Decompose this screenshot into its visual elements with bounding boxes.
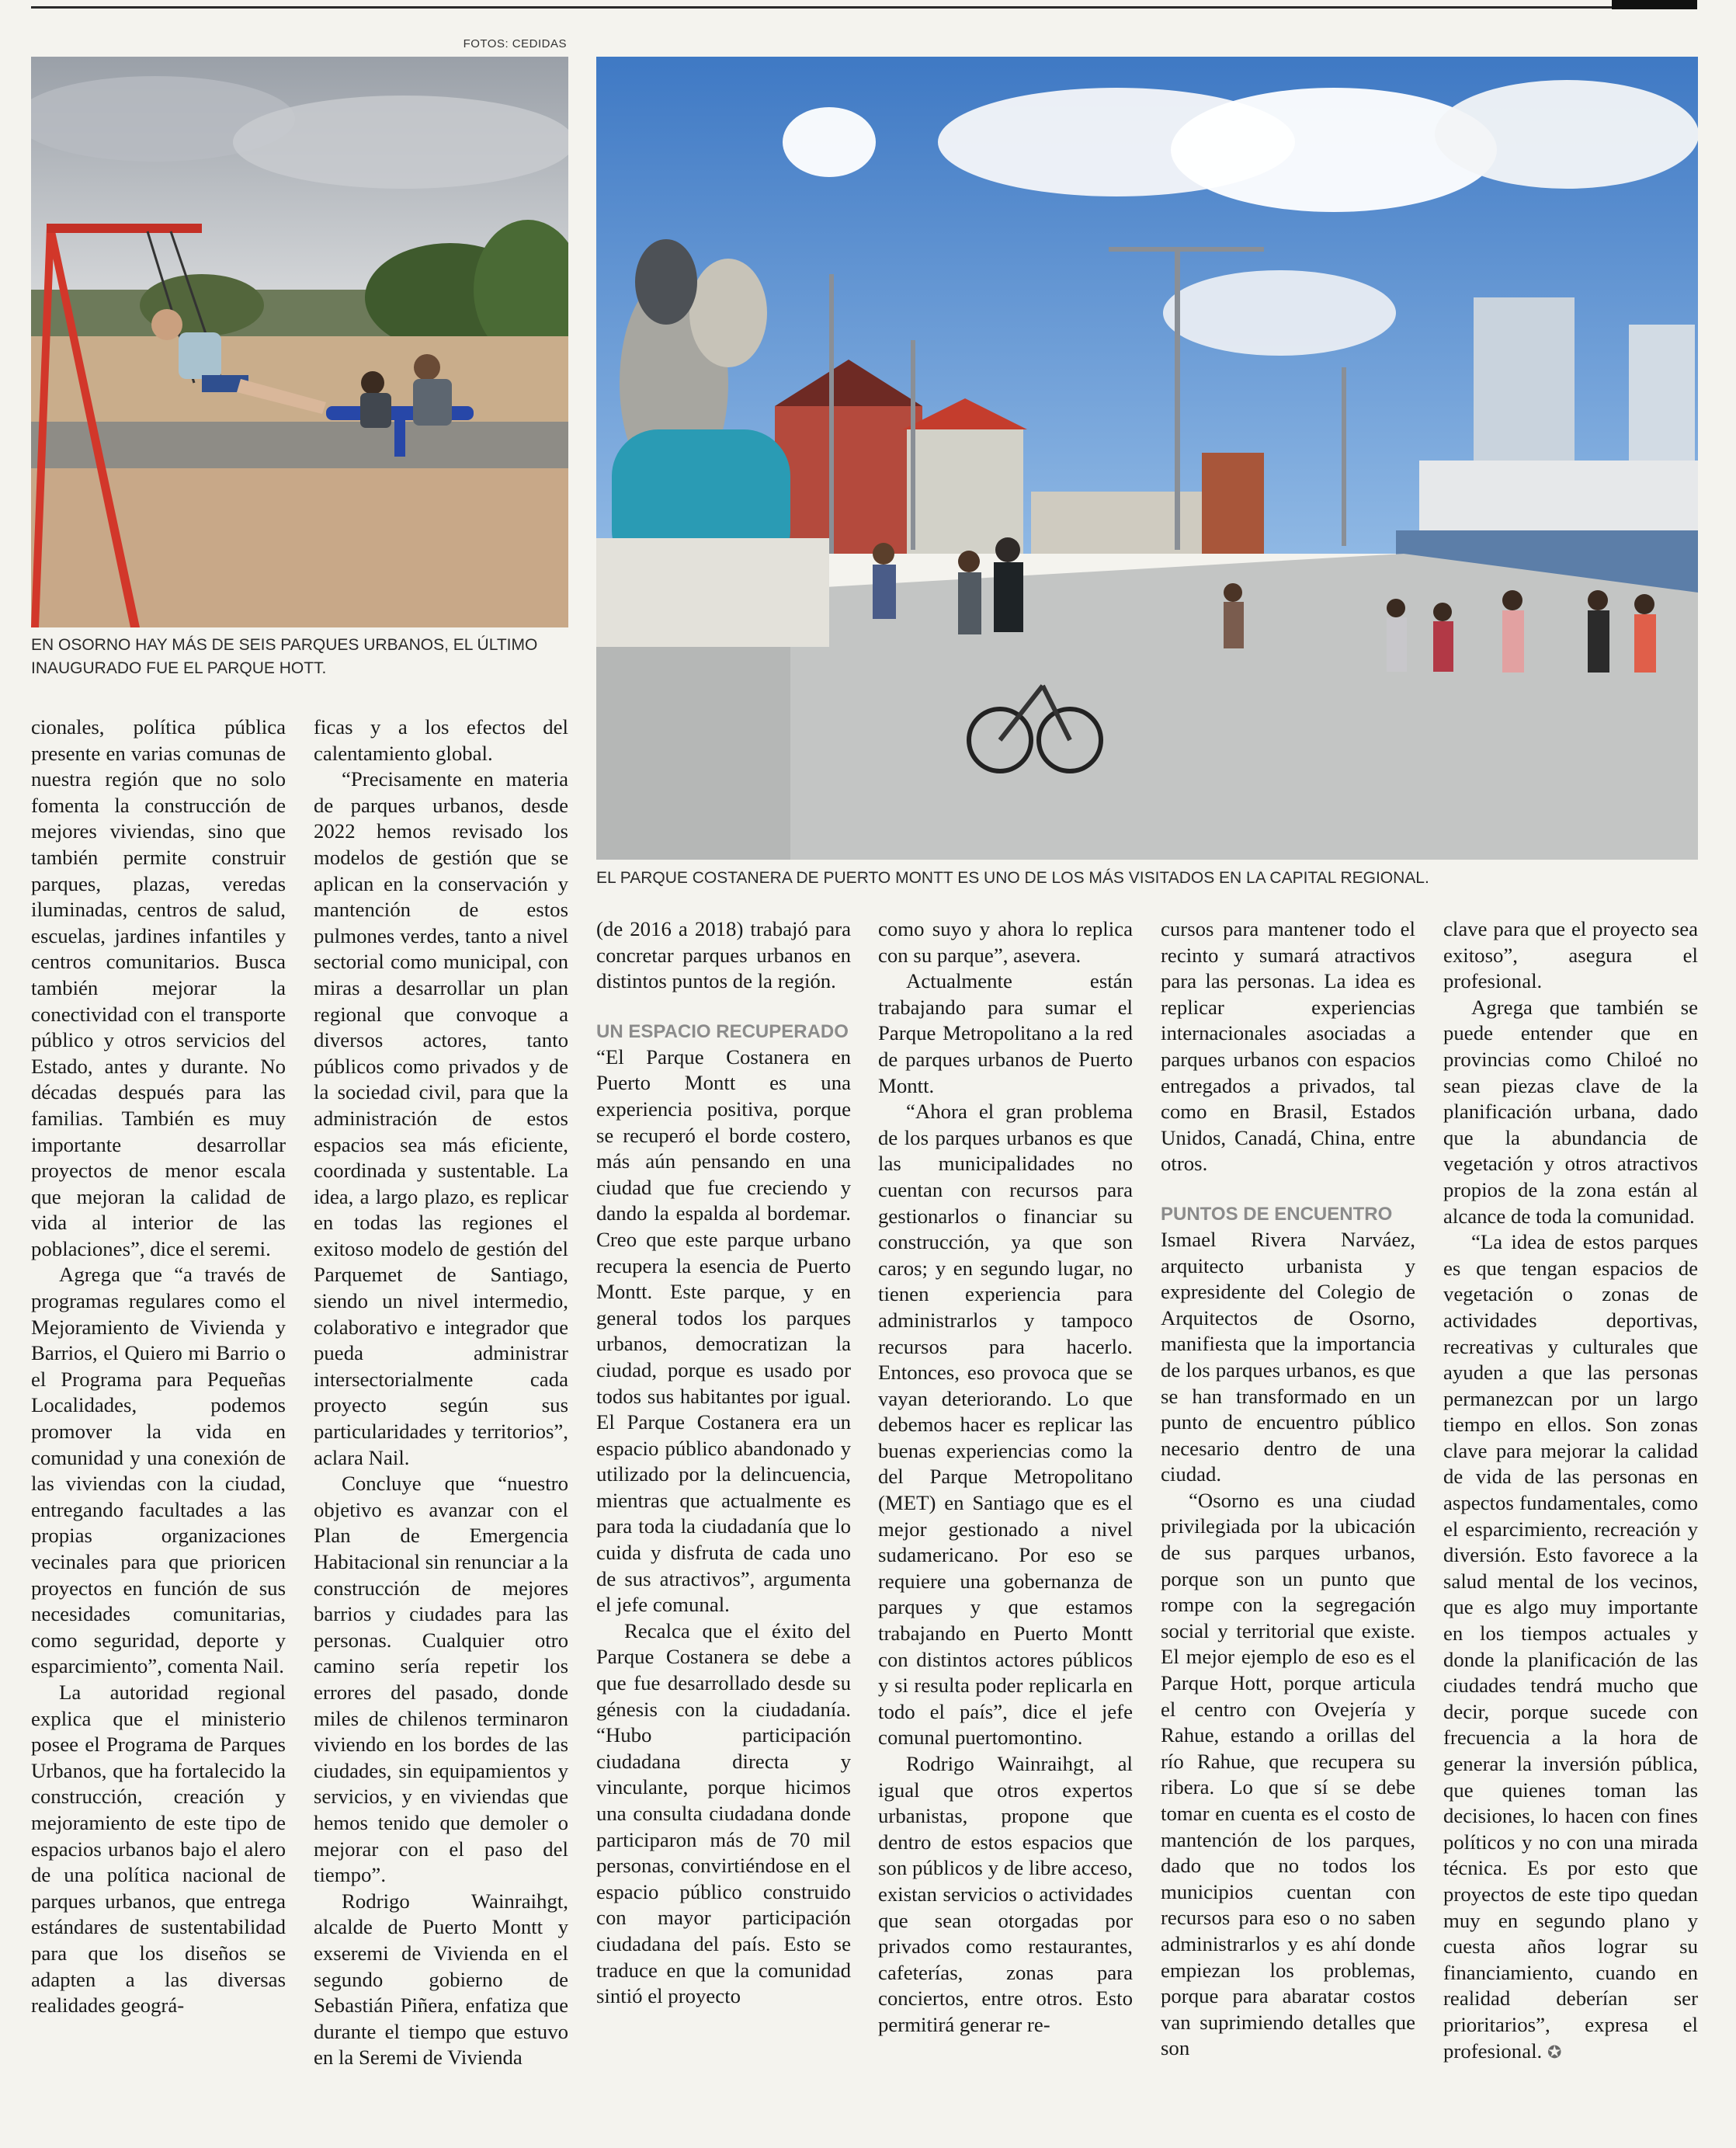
paragraph: Rodrigo Wainraihgt, alcalde de Puerto Montt y exseremi de Vivienda en el segundo gobierno de Sebastián Piñera, enfatiza que durante el tiempo que estuvo en la Seremi de Vivienda <box>314 1889 568 2070</box>
top-corner-block <box>1612 0 1697 9</box>
top-rule <box>31 6 1697 9</box>
subhead-puntos-de-encuentro: PUNTOS DE ENCUENTRO <box>1161 1203 1393 1225</box>
article-column-1 <box>31 714 286 2019</box>
playground-illustration <box>31 57 568 627</box>
paragraph: clave para que el proyecto sea exitoso”, asegura el profesional. <box>1443 917 1698 993</box>
paragraph: cionales, política pública presente en varias comunas de nuestra región que no solo fomenta la construcción de mejores viviendas, sino que también permite construir parques, plazas, veredas iluminadas, centros de salud, escuelas, jardines infantiles y centros comunitarios. Busca también mejorar la conectividad con el transporte público y otros servicios del Estado, antes y durante. No décadas después para las familias. También es muy importante desarrollar proyectos de menor escala que mejoran la calidad de vida al interior de las poblaciones”, dice el seremi. <box>31 715 286 1260</box>
paragraph: Agrega que también se puede entender que en provincias como Chiloé no sean piezas clave de la planificación urbana, dado que la abundancia de vegetación y otros atractivos propios de la zona están al alcance de toda la comunidad. <box>1443 995 1698 1228</box>
paragraph: Ismael Rivera Narváez, arquitecto urbanista y expresidente del Colegio de Arquitectos de Osorno, manifiesta que la importancia de los parques urbanos, es que se han transformado en un punto de encuentro público necesario dentro de una ciudad. <box>1161 1227 1415 1486</box>
paragraph: Recalca que el éxito del Parque Costanera se debe a que fue desarrollado desde su génesis con la ciudadanía. “Hubo participación ciudadana directa y vinculante, porque hicimos una consulta ciudadana donde participaron más de 70 mil personas, convirtiéndose en el espacio público construido con mayor participación ciudadana del país. Esto se traduce en que la comunidad sintió el proyecto <box>596 1618 851 2008</box>
final-paragraph-text: “La idea de estos parques es que tengan espacios de vegetación o zonas de actividades deportivas, recreativas y culturales que ayuden a que las personas permanezcan por un largo tiempo en ellos. Son zonas clave para mejorar la calidad de vida de las personas en aspectos fundamentales, como el esparcimiento, recreación y diversión. Esto favorece a la salud mental de los vecinos, que es algo muy importante en los tiempos actuales y donde la planificación de las ciudades tendrá mucho que decir, porque sucede con frecuencia a la hora de generar la inversión pública, que quienes toman las decisiones, lo hacen con fines políticos y no con una mirada técnica. Es por esto que proyectos de este tipo quedan muy en segundo plano y cuesta años lograr su financiamiento, cuando en realidad deberían ser prioritarios”, expresa el profesional. <box>1443 1230 1698 2063</box>
paragraph: “Precisamente en materia de parques urbanos, desde 2022 hemos revisado los modelos de gestión que se aplican en la conservación y mantención de estos pulmones verdes, tanto a nivel sectorial como municipal, con miras a desarrollar un plan regional que convoque a diversos actores, tanto públicos como privados y de la sociedad civil, para que la administración de estos espacios sea más eficiente, coordinada y sustentable. La idea, a largo plazo, es replicar en todas las regiones el exitoso modelo de gestión del Parquemet de Santiago, siendo un nivel intermedio, colaborativo e integrador que pueda administrar intersectorialmente cada proyecto según sus particularidades y territorios”, aclara Nail. <box>314 767 568 1469</box>
article-column-3 <box>596 916 851 2010</box>
paragraph: Concluye que “nuestro objetivo es avanzar con el Plan de Emergencia Habitacional sin renunciar a la construcción de mejores barrios y ciudades para las personas. Cualquier otro camino sería repetir los errores del pasado, donde miles de chilenos terminaron viviendo en los bordes de las ciudades, sin equipamientos y servicios, y en viviendas que hemos tenido que demoler o mejorar con el paso del tiempo”. <box>314 1472 568 1887</box>
article-column-4 <box>878 916 1133 2039</box>
paragraph <box>1443 1229 1698 2065</box>
paragraph: Agrega que “a través de programas regulares como el Mejoramiento de Vivienda y Barrios, el Quiero mi Barrio o el Programa para Pequeñas Localidades, podemos promover la vida en comunidad y una conexión de las viviendas con la ciudad, entregando facultades a las propias organizaciones vecinales para que prioricen proyectos en función de sus necesidades comunitarias, como seguridad, deporte y esparcimiento”, comenta Nail. <box>31 1263 286 1678</box>
subhead-espacio-recuperado: UN ESPACIO RECUPERADO <box>596 1020 849 1042</box>
paragraph: ficas y a los efectos del calentamiento global. <box>314 715 568 765</box>
end-mark-icon: ✪ <box>1547 2042 1562 2062</box>
article-column-2 <box>314 714 568 2071</box>
costanera-illustration <box>596 57 1698 860</box>
photo-costanera-puerto-montt <box>596 57 1698 860</box>
paragraph: como suyo y ahora lo replica con su parque”, asevera. <box>878 917 1133 967</box>
article-column-6 <box>1443 916 1698 2065</box>
caption-costanera: EL PARQUE COSTANERA DE PUERTO MONTT ES UNO DE LOS MÁS VISITADOS EN LA CAPITAL REGIONAL. <box>596 869 1429 887</box>
paragraph: “Osorno es una ciudad privilegiada por la ubicación de sus parques urbanos, porque son un punto que rompe con la segregación social y territorial que existe. El mejor ejemplo de eso es el Parque Hott, porque articula el centro con Ovejería y Rahue, estando a orillas del río Rahue, que recupera su ribera. Lo que sí se debe tomar en cuenta es el costo de mantención de los parques, dado que no todos los municipios cuentan con recursos para eso o no saben administrarlos y es ahí donde empiezan los problemas, porque para abaratar costos van suprimiendo detalles que son <box>1161 1488 1415 2060</box>
paragraph: “El Parque Costanera en Puerto Montt es una experiencia positiva, porque se recuperó el borde costero, más aún pensando en una ciudad que fue creciendo y dando la espalda al bordemar. Creo que este parque urbano recupera la esencia de Puerto Montt. Este parque, y en general todos los parques urbanos, democratizan la ciudad, porque es usado por todos sus habitantes por igual. El Parque Costanera era un espacio público abandonado y utilizado por la delincuencia, mientras que actualmente es para toda la ciudadanía que lo cuida y disfruta de cada uno de sus atractivos”, argumenta el jefe comunal. <box>596 1044 851 1617</box>
caption-osorno: EN OSORNO HAY MÁS DE SEIS PARQUES URBANOS, EL ÚLTIMO INAUGURADO FUE EL PARQUE HOTT. <box>31 636 538 677</box>
paragraph: “Ahora el gran problema de los parques urbanos es que las municipalidades no cuentan con recursos para gestionarlos o financiar su construcción, ya que son caros; y en segundo lugar, no tienen experiencia para administrarlos y tampoco recursos para hacerlo. Entonces, eso provoca que se vayan deteriorando. Lo que debemos hacer es replicar las buenas experiencias como la del Parque Metropolitano (MET) en Santiago que es el mejor gestionado a nivel sudamericano. Por eso se requiere una gobernanza de parques y que estamos trabajando en Puerto Montt con distintos actores públicos y si resulta poder replicarla en todo el país”, dice el jefe comunal puertomontino. <box>878 1100 1133 1750</box>
photo-credit: FOTOS: CEDIDAS <box>463 37 567 50</box>
paragraph: Actualmente están trabajando para sumar el Parque Metropolitano a la red de parques urbanos de Puerto Montt. <box>878 969 1133 1097</box>
photo-osorno-playground <box>31 57 568 627</box>
paragraph: (de 2016 a 2018) trabajó para concretar parques urbanos en distintos puntos de la región. <box>596 917 851 993</box>
article-column-5 <box>1161 916 1415 2062</box>
paragraph: La autoridad regional explica que el ministerio posee el Programa de Parques Urbanos, que ha fortalecido la construcción, creación y mejoramiento de este tipo de espacios urbanos bajo el alero de una política nacional de parques urbanos, que entrega estándares de sustentabilidad para que los diseños se adapten a las diversas realidades geográ- <box>31 1680 286 2018</box>
paragraph: Rodrigo Wainraihgt, al igual que otros expertos urbanistas, propone que dentro de estos espacios que son públicos y de libre acceso, existan servicios o actividades que sean otorgadas por privados como restaurantes, cafeterías, zonas para conciertos, entre otros. Esto permitirá generar re- <box>878 1752 1133 2036</box>
paragraph: cursos para mantener todo el recinto y sumará atractivos para las personas. La idea es replicar experiencias internacionales asociadas a parques urbanos con espacios entregados a privados, tal como en Brasil, Estados Unidos, Canadá, China, entre otros. <box>1161 917 1415 1176</box>
